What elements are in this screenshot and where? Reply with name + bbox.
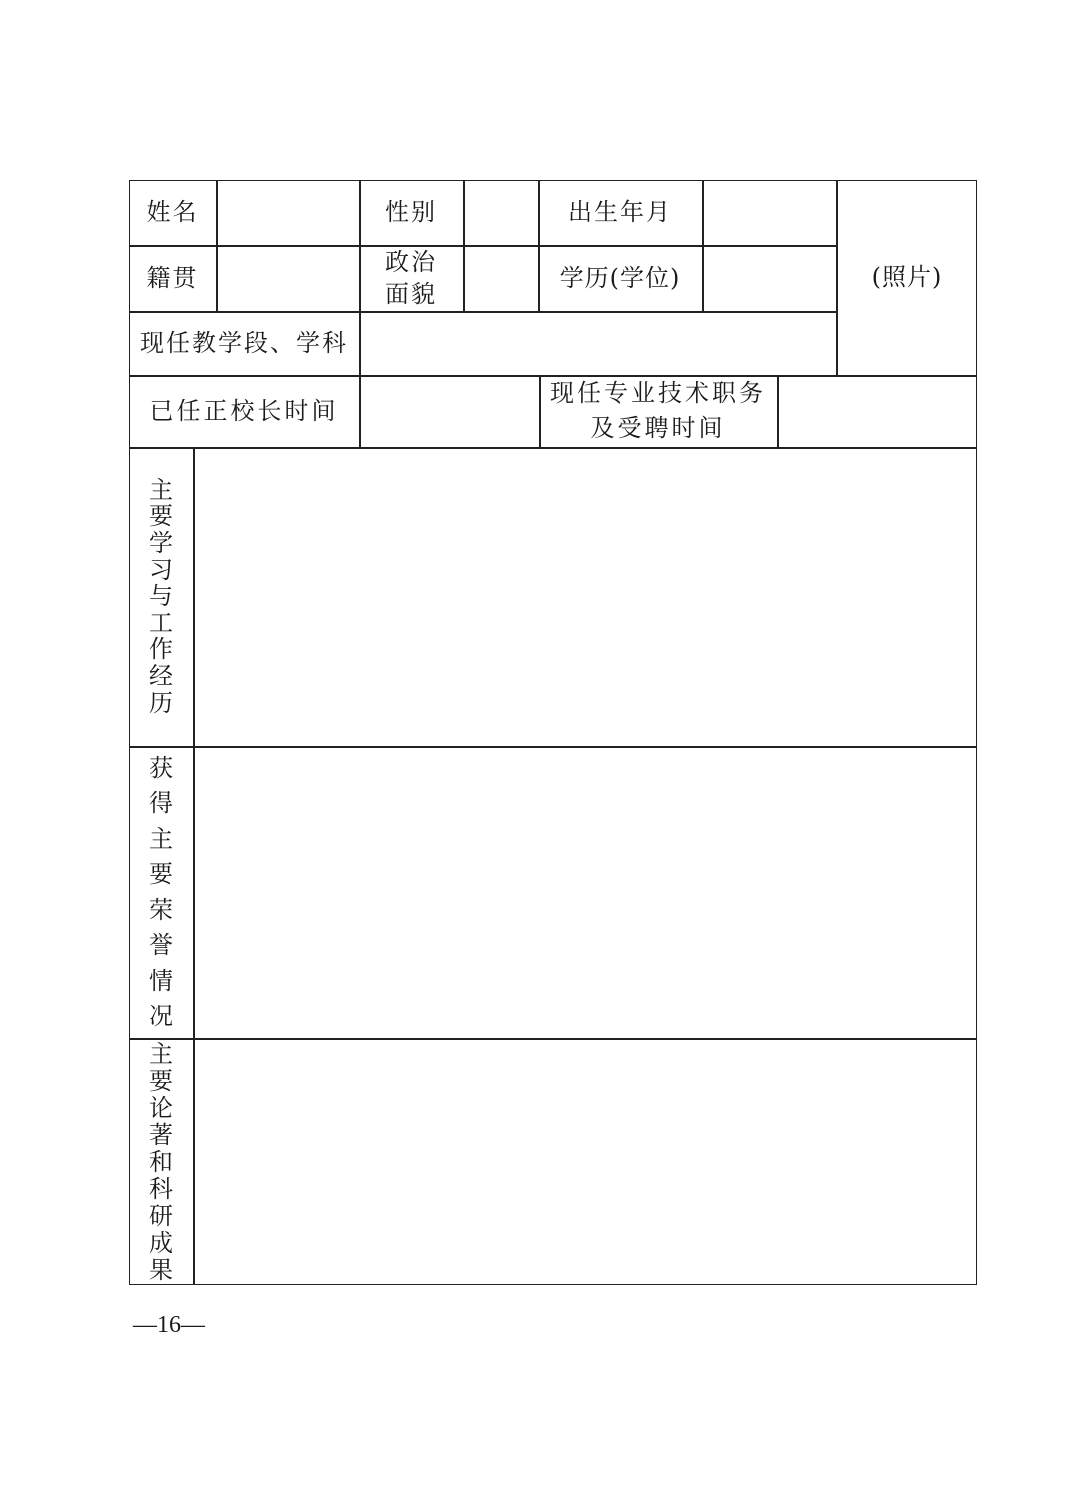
experience-char: 要: [149, 502, 173, 531]
political-status-field[interactable]: [464, 246, 538, 311]
native-place-label: 籍贯: [146, 263, 199, 292]
political-status-label-line2: 面貌: [385, 280, 437, 308]
education-label: 学历(学位): [559, 263, 681, 292]
honors-field[interactable]: [195, 748, 977, 1038]
political-status-label: [359, 245, 463, 311]
experience-char: 经: [149, 661, 173, 690]
honors-section-label: [129, 747, 193, 1038]
honors-char: 要: [149, 860, 173, 888]
gender-label: 性别: [385, 198, 437, 227]
principal-tenure-field[interactable]: [360, 376, 539, 447]
experience-char: 历: [149, 688, 173, 717]
education-field[interactable]: [703, 246, 836, 311]
teaching-stage-subject-field[interactable]: [360, 312, 836, 375]
birth-date-label: 出生年月: [568, 198, 672, 227]
photo-placeholder[interactable]: (照片): [871, 263, 943, 292]
honors-char: 誉: [149, 931, 173, 959]
gender-field[interactable]: [464, 181, 538, 245]
research-char: 成: [149, 1228, 173, 1257]
honors-char: 情: [149, 966, 173, 995]
experience-char: 作: [149, 635, 173, 664]
political-status-label-line1: 政治: [385, 248, 437, 276]
research-section-label: [129, 1039, 193, 1285]
honors-char: 得: [149, 789, 173, 817]
honors-char: 获: [149, 753, 173, 782]
birth-date-field[interactable]: [703, 181, 836, 245]
principal-tenure-label: 已任正校长时间: [149, 396, 339, 425]
name-field[interactable]: [217, 181, 359, 245]
page-number: —16—: [133, 1312, 205, 1338]
experience-field[interactable]: [195, 449, 977, 746]
research-char: 主: [149, 1039, 173, 1068]
research-char: 著: [149, 1120, 173, 1149]
professional-title-label-line2: 及受聘时间: [590, 414, 726, 442]
name-label: 姓名: [146, 198, 199, 227]
experience-char: 与: [149, 582, 173, 611]
experience-char: 习: [149, 555, 173, 584]
research-char: 和: [149, 1147, 173, 1176]
experience-char: 主: [149, 475, 173, 504]
professional-title-label-line1: 现任专业技术职务: [550, 379, 766, 407]
experience-section-label: [129, 447, 193, 746]
research-char: 论: [149, 1093, 173, 1122]
honors-char: 荣: [149, 895, 173, 924]
native-place-field[interactable]: [217, 246, 359, 311]
professional-title-field[interactable]: [778, 376, 977, 447]
research-char: 科: [149, 1174, 173, 1203]
teaching-stage-subject-label: 现任教学段、学科: [140, 328, 348, 357]
research-char: 果: [149, 1255, 173, 1284]
research-char: 要: [149, 1066, 173, 1095]
research-char: 研: [149, 1201, 173, 1230]
professional-title-label: [539, 375, 777, 447]
research-field[interactable]: [195, 1040, 977, 1285]
honors-char: 况: [149, 1002, 173, 1030]
experience-char: 工: [149, 608, 173, 637]
honors-char: 主: [149, 824, 173, 853]
experience-char: 学: [149, 529, 173, 558]
